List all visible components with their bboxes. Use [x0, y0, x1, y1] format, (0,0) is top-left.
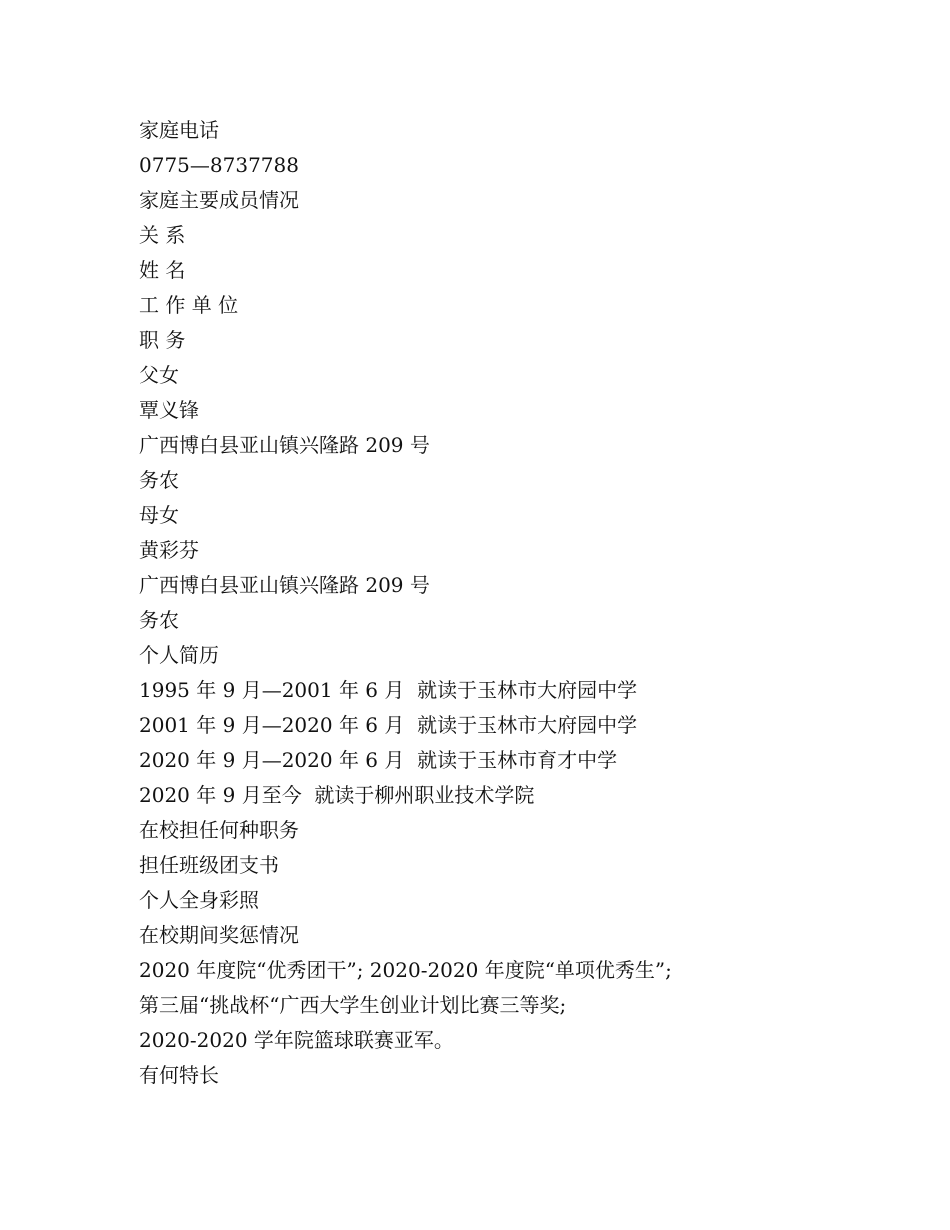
member-1-name: 覃义锋 [139, 398, 199, 422]
member-1-relation: 父女 [139, 363, 179, 387]
award-1: 2020 年度院“优秀团干”; 2020-2020 年度院“单项优秀生”; [139, 958, 672, 982]
header-name: 姓 名 [139, 258, 186, 282]
section-school-position: 在校担任何种职务 [139, 818, 299, 842]
resume-entry-1: 1995 年 9 月—2001 年 6 月 就读于玉林市大府园中学 [139, 678, 638, 702]
member-2-position: 务农 [139, 608, 179, 632]
member-2-workplace: 广西博白县亚山镇兴隆路 209 号 [139, 573, 430, 597]
member-2-relation: 母女 [139, 503, 179, 527]
value-home-phone: 0775—8737788 [139, 153, 299, 177]
label-full-body-photo: 个人全身彩照 [139, 888, 259, 912]
header-workplace: 工 作 单 位 [139, 293, 239, 317]
value-school-position: 担任班级团支书 [139, 853, 279, 877]
section-family-members: 家庭主要成员情况 [139, 188, 299, 212]
award-3: 2020-2020 学年院篮球联赛亚军。 [139, 1028, 454, 1052]
label-home-phone: 家庭电话 [139, 118, 219, 142]
member-1-workplace: 广西博白县亚山镇兴隆路 209 号 [139, 433, 430, 457]
section-resume: 个人简历 [139, 643, 219, 667]
member-2-name: 黄彩芬 [139, 538, 199, 562]
document-body [139, 113, 899, 1093]
header-position: 职 务 [139, 328, 186, 352]
header-relation: 关 系 [139, 223, 186, 247]
award-2: 第三届“挑战杯“广西大学生创业计划比赛三等奖; [139, 993, 567, 1017]
resume-entry-3: 2020 年 9 月—2020 年 6 月 就读于玉林市育才中学 [139, 748, 618, 772]
resume-entry-2: 2001 年 9 月—2020 年 6 月 就读于玉林市大府园中学 [139, 713, 638, 737]
member-1-position: 务农 [139, 468, 179, 492]
section-awards: 在校期间奖惩情况 [139, 923, 299, 947]
resume-entry-4: 2020 年 9 月至今 就读于柳州职业技术学院 [139, 783, 535, 807]
section-specialties: 有何特长 [139, 1063, 219, 1087]
